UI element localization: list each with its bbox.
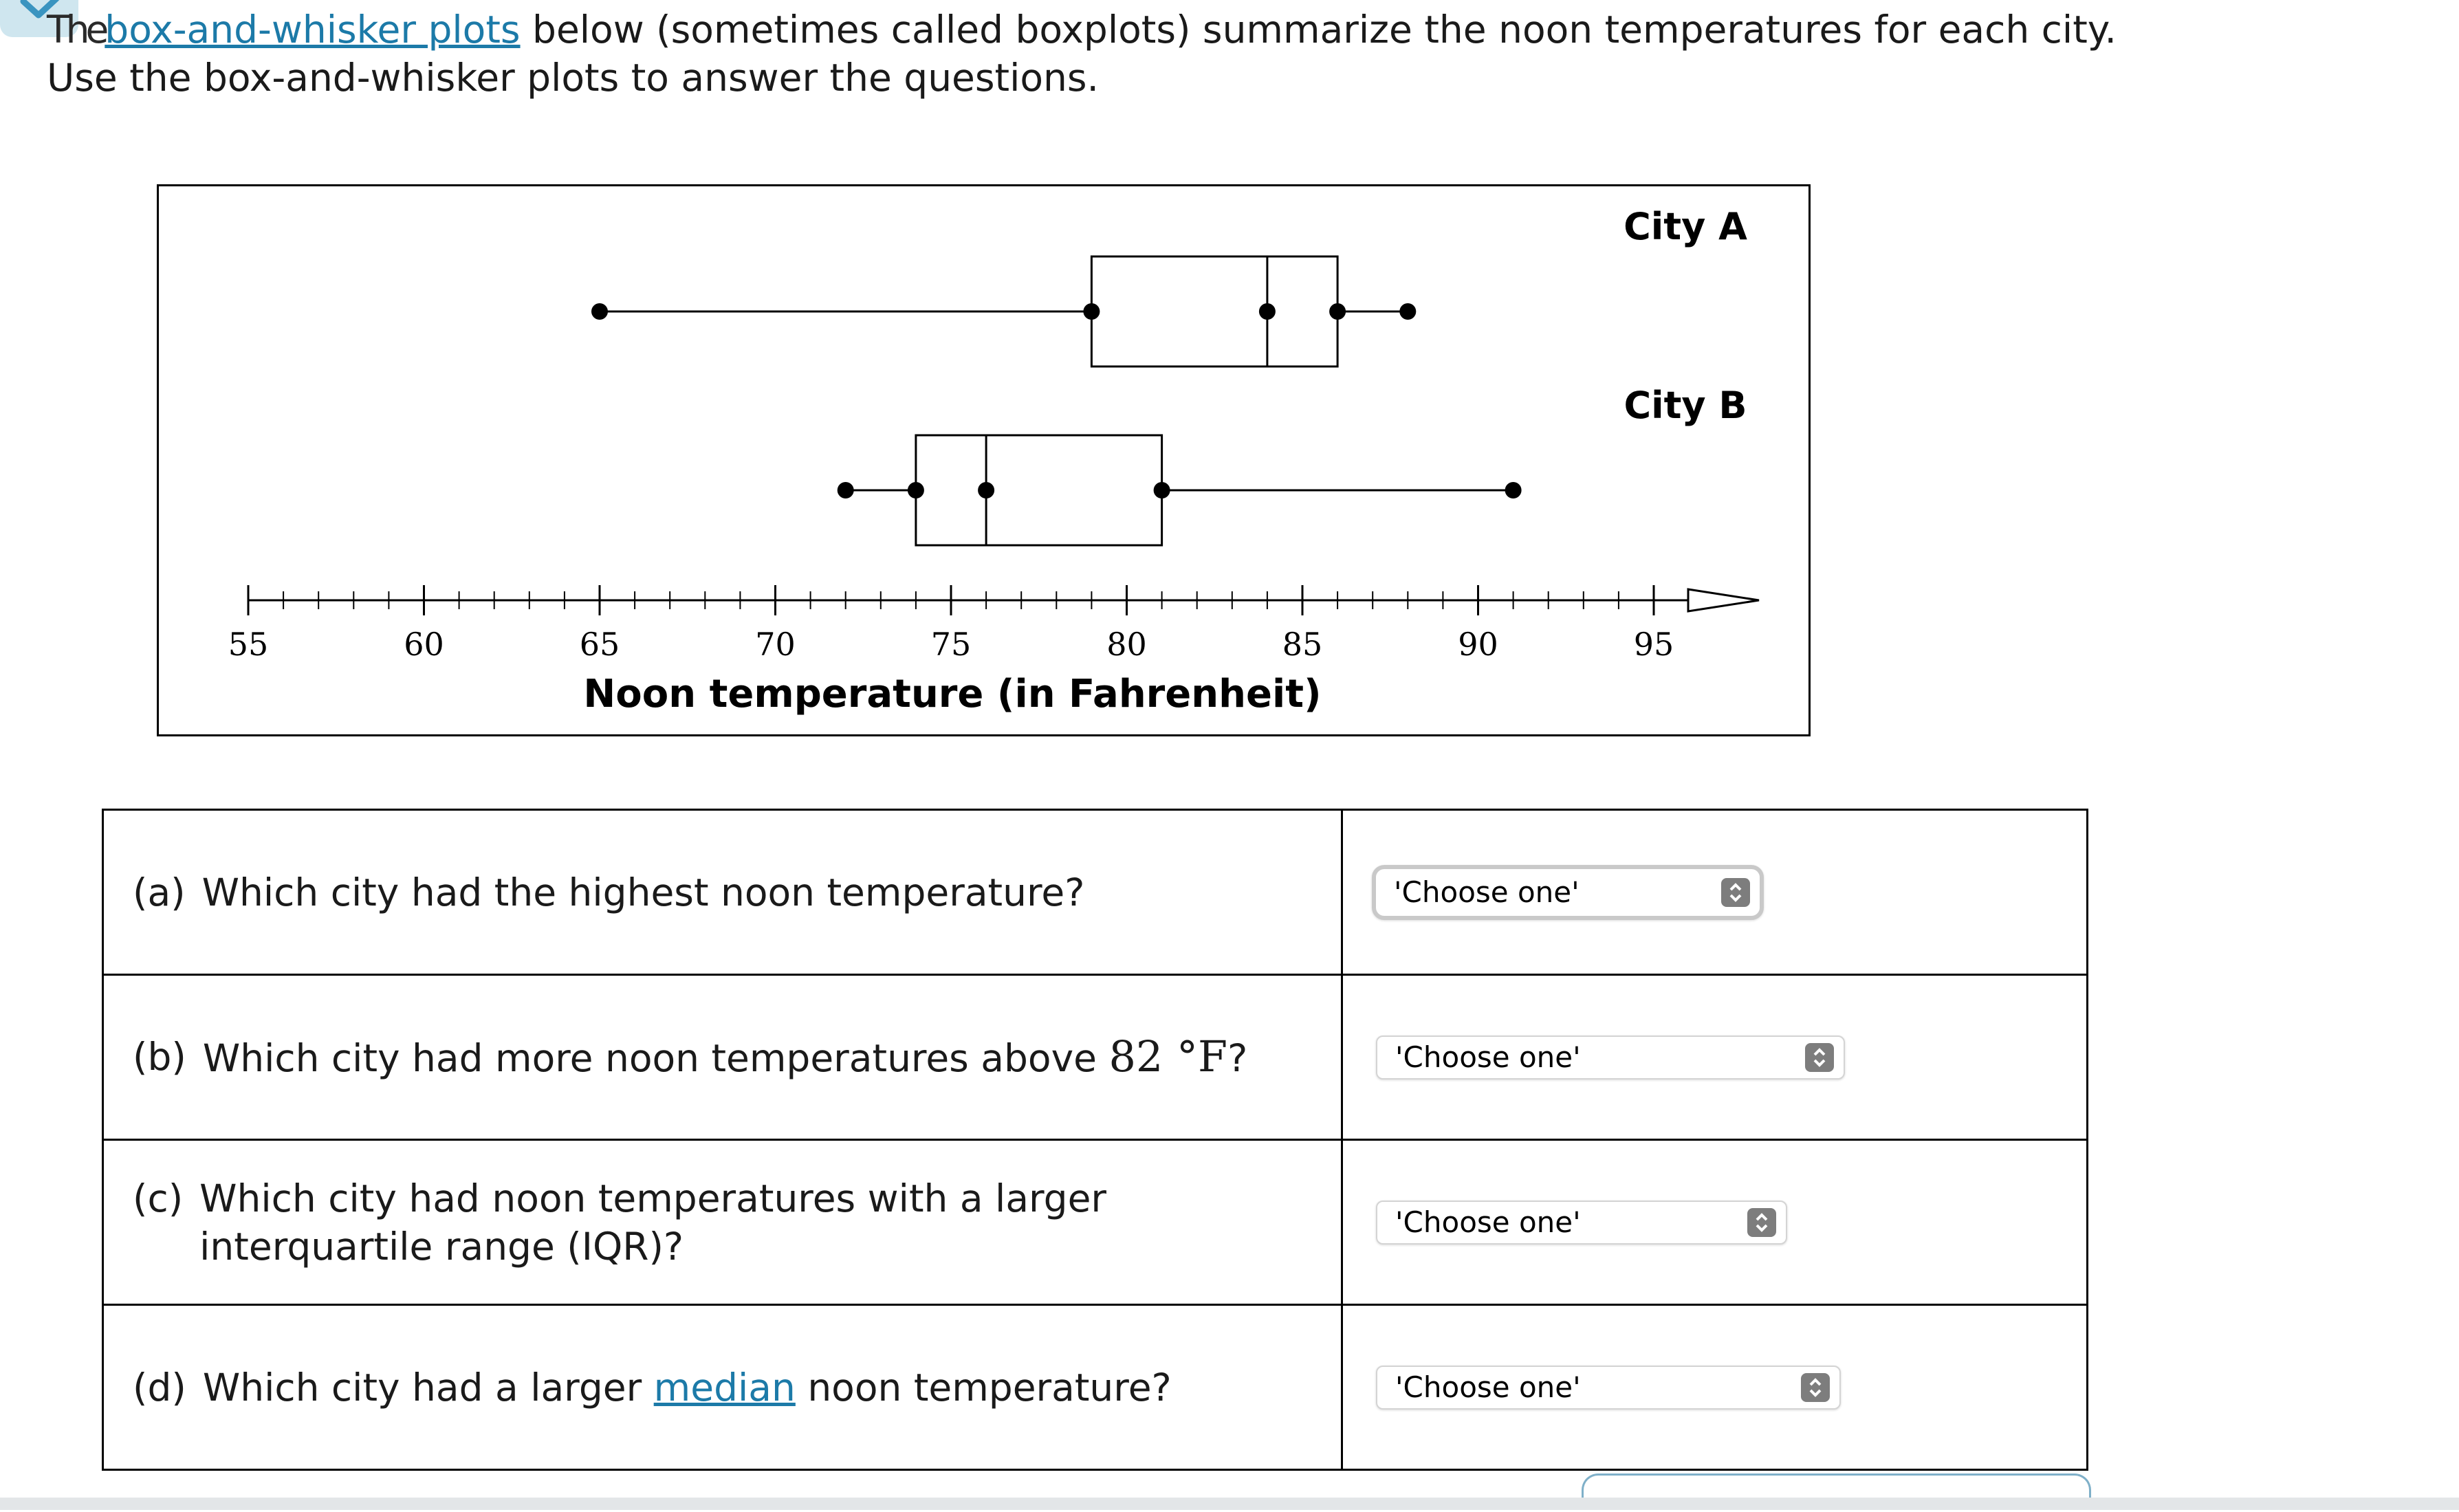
select-arrows-icon [1747, 1208, 1776, 1237]
select-arrows-icon [1805, 1043, 1834, 1072]
point-min [838, 482, 854, 498]
question-letter: (d) [133, 1365, 186, 1410]
answer-select-a[interactable] [1372, 865, 1764, 920]
question-row-c [103, 1140, 2088, 1305]
boxplot-city-a [591, 256, 1416, 366]
point-median [1259, 303, 1276, 320]
question-text: Which city had the highest noon temperature? [201, 870, 1085, 914]
point-median [978, 482, 994, 498]
x-axis-label: Noon temperature (in Fahrenheit) [583, 672, 1322, 716]
point-q3 [1154, 482, 1170, 498]
select-value: 'Choose one' [1395, 1040, 1581, 1074]
tick-label: 60 [404, 626, 444, 663]
answer-cell-c [1342, 1140, 2088, 1305]
answer-select-c[interactable] [1376, 1201, 1787, 1245]
answer-select-d[interactable] [1376, 1366, 1841, 1410]
boxplots [591, 256, 1522, 545]
question-text-line-1: Which city had noon temperatures with a larger [199, 1176, 1107, 1220]
point-q3 [1329, 303, 1346, 320]
tick-label: 85 [1282, 626, 1323, 663]
select-value: 'Choose one' [1394, 875, 1580, 909]
bottom-scroll-bar [0, 1498, 2459, 1510]
temperature-value: 82 °F [1108, 1031, 1228, 1082]
tick-label: 80 [1106, 626, 1147, 663]
box-iqr [1091, 256, 1337, 366]
boxplot-help-link[interactable]: box-and-whisker plots [105, 8, 521, 52]
box-iqr [916, 435, 1162, 545]
select-value: 'Choose one' [1395, 1370, 1581, 1404]
point-q1 [1083, 303, 1100, 320]
intro-line-1-rest: below (sometimes called boxplots) summarize the noon temperatures for each city. [520, 8, 2117, 52]
answer-cell-a [1342, 810, 2088, 975]
answer-select-b[interactable] [1376, 1036, 1845, 1080]
point-max [1505, 482, 1522, 498]
select-arrows-icon [1721, 878, 1750, 907]
series-label: City B [1624, 384, 1747, 427]
boxplot-city-b [838, 435, 1522, 545]
question-row-b [103, 975, 2088, 1140]
question-text-after: ? [1227, 1036, 1248, 1080]
question-text-after: noon temperature? [795, 1365, 1172, 1410]
question-letter: (a) [133, 870, 186, 914]
x-axis [228, 585, 1759, 663]
series-label: City A [1624, 205, 1747, 248]
question-letter: (b) [133, 1034, 186, 1079]
question-text-before: Which city had a larger [202, 1365, 654, 1410]
median-help-link[interactable]: median [653, 1365, 796, 1410]
tick-label: 70 [755, 626, 796, 663]
question-cell-d [103, 1305, 1342, 1470]
question-text-line-2: interquartile range (IQR)? [199, 1224, 684, 1269]
intro-prefix: The [47, 8, 105, 52]
question-cell-b [103, 975, 1342, 1140]
question-text [203, 1363, 1327, 1412]
question-cell-c [103, 1140, 1342, 1305]
tick-label: 95 [1633, 626, 1674, 663]
question-letter: (c) [133, 1176, 184, 1220]
intro-line-2: Use the box-and-whisker plots to answer the questions. [47, 56, 1100, 100]
select-arrows-icon [1801, 1373, 1830, 1402]
tick-label: 55 [228, 626, 269, 663]
x-axis-arrow [1688, 589, 1759, 611]
question-text [199, 1174, 1327, 1271]
answer-cell-b [1342, 975, 2088, 1140]
point-q1 [908, 482, 924, 498]
question-text-before: Which city had more noon temperatures above [202, 1036, 1109, 1080]
question-row-d [103, 1305, 2088, 1470]
select-value: 'Choose one' [1395, 1205, 1581, 1239]
point-min [591, 303, 608, 320]
tick-label: 75 [930, 626, 972, 663]
questions-table [102, 809, 2088, 1471]
tick-label: 65 [579, 626, 620, 663]
question-row-a [103, 810, 2088, 975]
question-text [203, 1033, 1327, 1082]
boxplot-chart [157, 184, 1811, 736]
point-max [1399, 303, 1416, 320]
question-cell-a [103, 810, 1342, 975]
tick-label: 90 [1458, 626, 1498, 663]
answer-cell-d [1342, 1305, 2088, 1470]
